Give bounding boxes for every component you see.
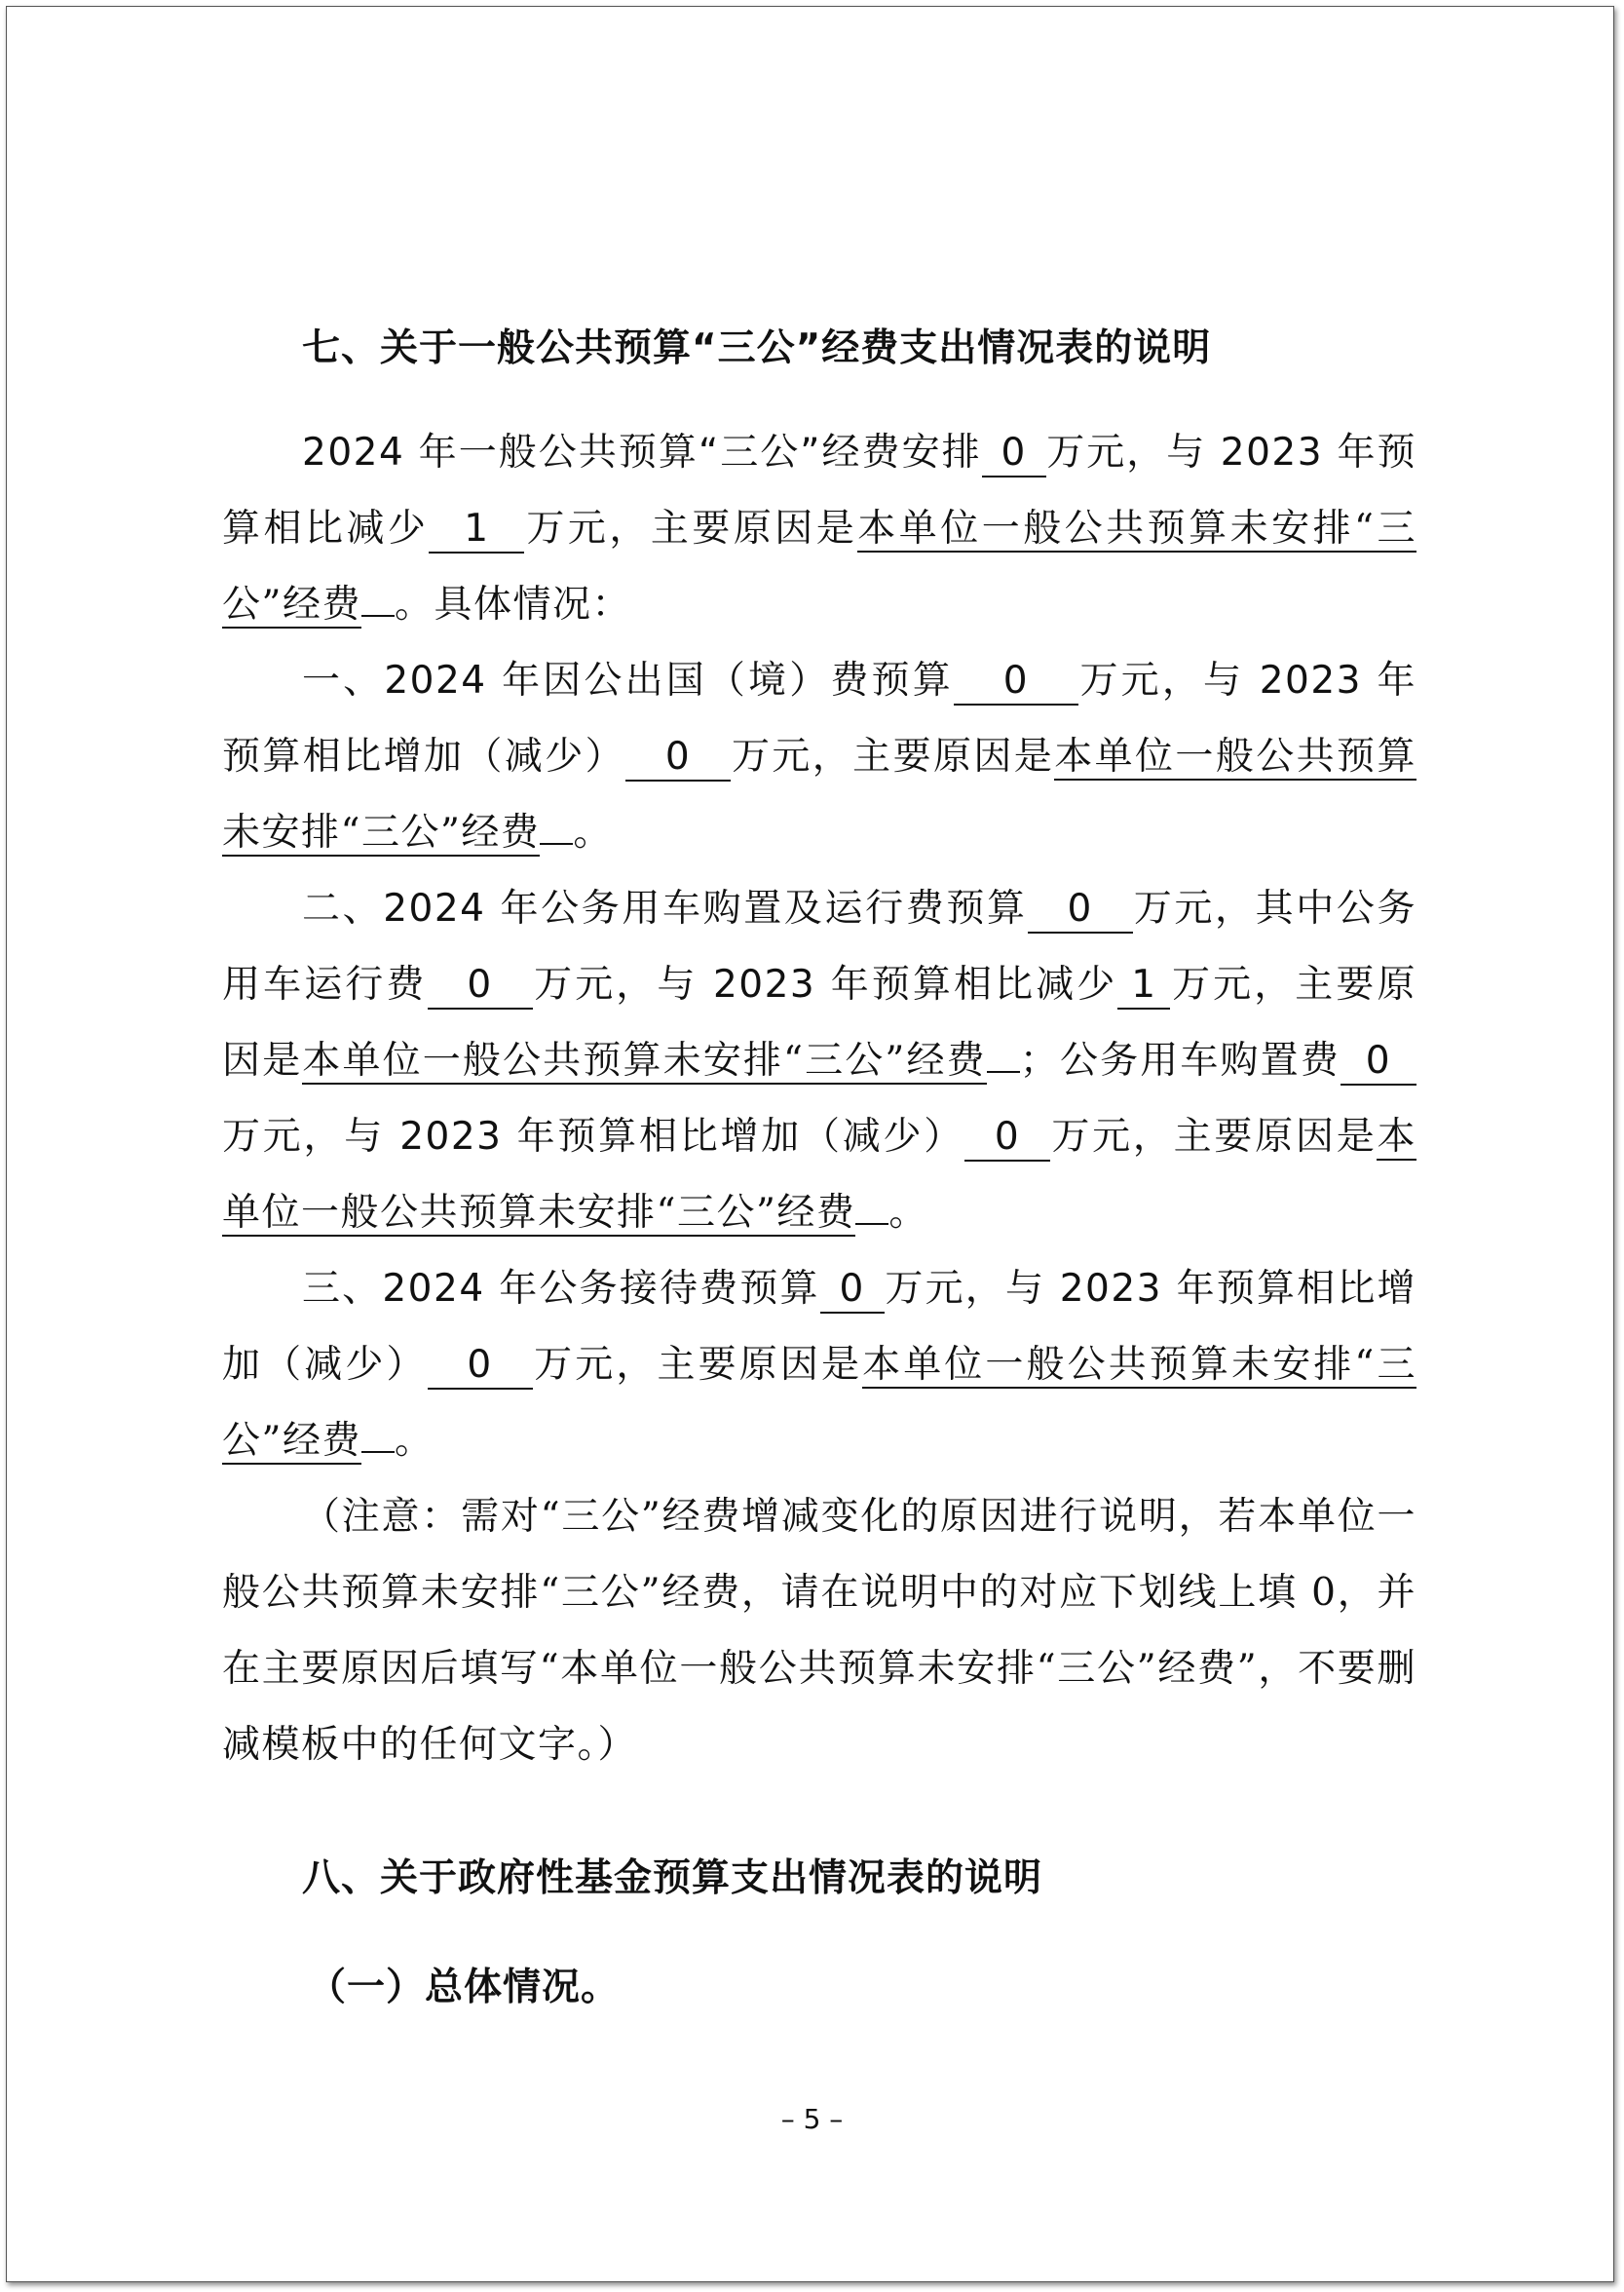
item-1-change: 0 — [625, 735, 731, 782]
section-8-title: 八、关于政府性基金预算支出情况表的说明 — [302, 1856, 1043, 1900]
item-2-run-reason: 本单位一般公共预算未安排“三公”经费 — [302, 1039, 987, 1083]
item-2-buy-reason: 本单位一般公共预算未安排“三公”经费 — [222, 1115, 1416, 1235]
overview-reason: 本单位一般公共预算未安排“三公”经费 — [222, 507, 1416, 627]
item-1-paragraph: 一、2024 年因公出国（境）费预算 0 万元，与 2023 年预算相比增加（减少） 0 万元，主要原因是本单位一般公共预算未安排“三公”经费 。 — [222, 659, 1417, 855]
item-2-run-amount: 0 — [428, 963, 533, 1010]
overview-paragraph: 2024 年一般公共预算“三公”经费安排 0 万元，与 2023 年预算相比减少 1 万元，主要原因是本单位一般公共预算未安排“三公”经费 。具体情况： — [222, 431, 1416, 627]
item-3-amount: 0 — [820, 1267, 885, 1314]
item-3-paragraph: 三、2024 年公务接待费预算 0 万元，与 2023 年预算相比增加（减少） 0 万元，主要原因是本单位一般公共预算未安排“三公”经费 。 — [222, 1267, 1417, 1463]
page-number: – 5 – — [780, 2103, 844, 2135]
item-3-change: 0 — [428, 1343, 533, 1390]
overview-amount: 0 — [982, 431, 1046, 478]
item-2-run-change: 1 — [1117, 963, 1170, 1010]
item-2-buy-change: 0 — [964, 1115, 1050, 1162]
item-2-buy-amount: 0 — [1341, 1039, 1416, 1086]
item-1-reason: 本单位一般公共预算未安排“三公”经费 — [222, 735, 1416, 855]
item-3-reason: 本单位一般公共预算未安排“三公”经费 — [222, 1343, 1416, 1463]
section-7-title: 七、关于一般公共预算“三公”经费支出情况表的说明 — [302, 326, 1212, 370]
item-2-paragraph: 二、2024 年公务用车购置及运行费预算 0 万元，其中公务用车运行费 0 万元，与 2023 年预算相比减少 1 万元，主要原因是本单位一般公共预算未安排“三公”经费 ；公务用车购置费 0万元，与 2023 年预算相比增加（减少） 0 万元，主要原因是本单位一般公共预算未安排“三公”经费 。 — [222, 887, 1416, 1235]
item-1-amount: 0 — [954, 659, 1078, 706]
section-8-subtitle: （一）总体情况。 — [308, 1966, 621, 2009]
overview-change: 1 — [429, 507, 524, 554]
item-2-amount: 0 — [1028, 887, 1133, 934]
note-paragraph: （注意：需对“三公”经费增减变化的原因进行说明，若本单位一般公共预算未安排“三公”经费，请在说明中的对应下划线上填 0，并在主要原因后填写“本单位一般公共预算未安排“三公”经费”，不要删减模板中的任何文字。） — [222, 1495, 1416, 1767]
